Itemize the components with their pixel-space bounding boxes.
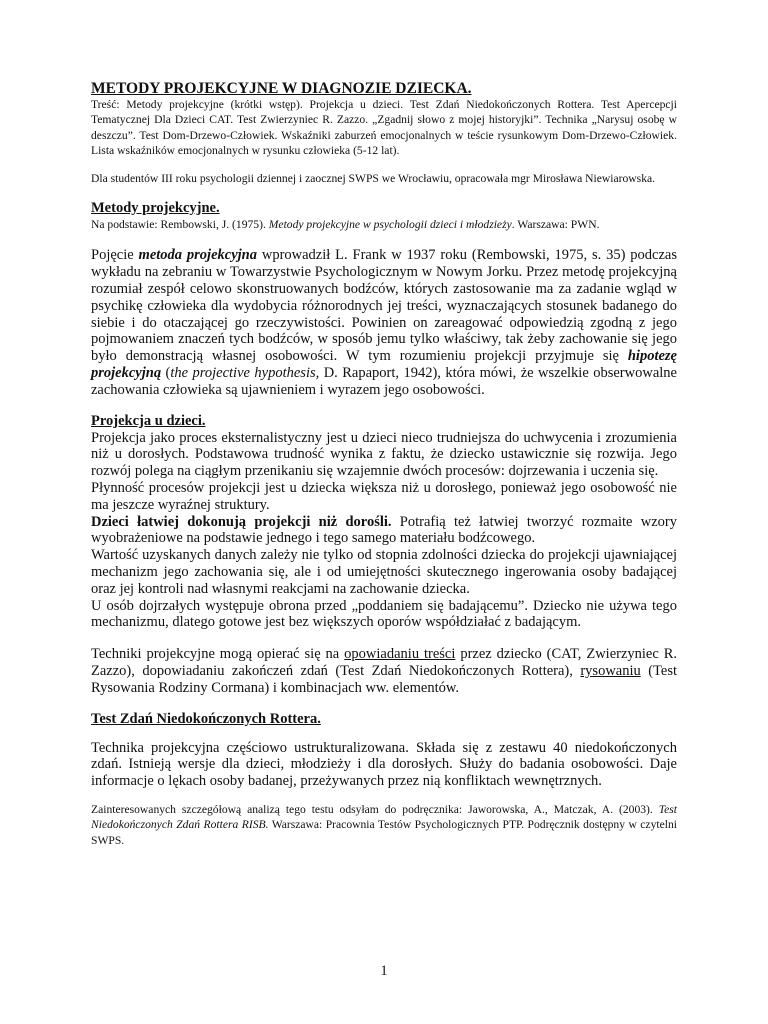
paragraph-projection-4: Wartość uzyskanych danych zależy nie tylko od stopnia zdolności dziecka do projekcji ujawniającej mechanizm jego zachowania się, ale i od umiejętności skutecznego ingerowania osoby badającej oraz jej kontroli nad własnymi reakcjami na zachowanie dziecka. [91, 547, 677, 597]
page-number: 1 [380, 963, 388, 979]
paragraph-definition: Pojęcie metoda projekcyjna wprowadził L. Frank w 1937 roku (Rembowski, 1975, s. 35) podczas wykładu na zebraniu w Towarzystwie Psychologicznym w Nowym Jorku. Przez metodę projekcyjną rozumiał zespół celowo skonstruowanych bodźców, których zastosowanie ma za zadanie wgląd w psychikę człowieka dla wydobycia różnorodnych jej treści, wyznaczających stosunek badanego do siebie i do otaczającej go rzeczywistości. Powinien on zareagować odpowiedzią zgodną z jego pojmowaniem znaczeń tych bodźców, w sposób jemu tylko właściwy, tak żeby zachowanie się jego było demonstracją własnej osobowości. W tym rozumieniu projekcji przyjmuje się hipotezę projekcyjną (the projective hypothesis, D. Rapaport, 1942), która mówi, że wszelkie obserwowalne zachowania człowieka są ujawnieniem i wyrazem jego osobowości. [91, 247, 677, 398]
paragraph-projection-1: Projekcja jako proces eksternalistyczny jest u dzieci nieco trudniejsza do uchwycenia i zrozumienia niż u dorosłych. Podstawowa trudność wynika z faktu, że dziecko ustawicznie się rozwija. Jego rozwój polega na ciągłym przenikaniu się wzajemnie dwóch procesów: dojrzewania i uczenia się. [91, 429, 677, 480]
rotter-book-title: Test Niedokończonych Zdań Rottera RISB. [91, 802, 677, 832]
term-projective-hypothesis: hipotezę projekcyjną [91, 348, 677, 382]
paragraph-rotter: Technika projekcyjna częściowo ustrukturalizowana. Składa się z zestawu 40 niedokończonych zdań. Istnieją wersje dla dzieci, młodzieży i dla dorosłych. Służy do badania osobowości. Daje informacje o lękach osoby badanej, przeżywanych przez nią konfliktach wewnętrznych. [91, 739, 677, 790]
paragraph-projection-2: Płynność procesów projekcji jest u dziecka większa niż u dorosłego, ponieważ jego osobowość nie ma jeszcze wyraźnej struktury. [91, 480, 677, 513]
paragraph-projection-5: U osób dojrzałych występuje obrona przed „poddaniem się badającemu”. Dziecko nie używa tego mechanizmu, dlatego gotowe jest bez większych oporów współdziałać z badającym. [91, 597, 677, 631]
paragraph-projection-3: Dzieci łatwiej dokonują projekcji niż dorośli. Potrafią też łatwiej tworzyć rozmaite wzory wyobrażeniowe na podstawie jednego i tego samego materiału bodźcowego. [91, 513, 677, 547]
section-heading-methods: Metody projekcyjne. [91, 200, 220, 217]
section-heading-projection-children: Projekcja u dzieci. [91, 412, 206, 429]
contents-summary: Treść: Metody projekcyjne (krótki wstęp). Projekcja u dzieci. Test Zdań Niedokończonych Rottera. Test Apercepcji Tematycznej Dla Dzieci CAT. Test Zwierzyniec R. Zazzo. „Zgadnij słowo z mojej historyjki”. Technika „Narysuj osobę w deszczu”. Test Dom-Drzewo-Człowiek. Wskaźniki zaburzeń emocjonalnych w teście rysunkowym Dom-Drzewo-Człowiek. Lista wskaźników emocjonalnych w rysunku człowieka (5-12 lat). [91, 98, 677, 158]
paragraph-techniques: Techniki projekcyjne mogą opierać się na opowiadaniu treści przez dziecko (CAT, Zwierzyniec R. Zazzo), dopowiadaniu zakończeń zdań (Test Zdań Niedokończonych Rottera), rysowaniu (Test Rysowania Rodziny Cormana) i kombinacjach ww. elementów. [91, 646, 678, 696]
audience-note: Dla studentów III roku psychologii dziennej i zaocznej SWPS we Wrocławiu, opracowała mgr Mirosława Niewiarowska. [91, 171, 656, 185]
source-reference: Na podstawie: Rembowski, J. (1975). Metody projekcyjne w psychologii dzieci i młodzieży. Warszawa: PWN. [91, 218, 600, 232]
term-projective-method: metoda projekcyjna [138, 247, 257, 264]
document-title: METODY PROJEKCYJNE W DIAGNOZIE DZIECKA. [91, 80, 472, 97]
reference-book-title: Metody projekcyjne w psychologii dzieci i młodzieży [268, 218, 512, 232]
section-heading-rotter: Test Zdań Niedokończonych Rottera. [91, 710, 321, 727]
rotter-reference-note: Zainteresowanych szczegółową analizą tego testu odsyłam do podręcznika: Jaworowska, A., Matczak, A. (2003). Test Niedokończonych Zdań Rottera RISB. Warszawa: Pracownia Testów Psychologicznych PTP. Podręcznik dostępny w czytelni SWPS. [91, 802, 677, 847]
